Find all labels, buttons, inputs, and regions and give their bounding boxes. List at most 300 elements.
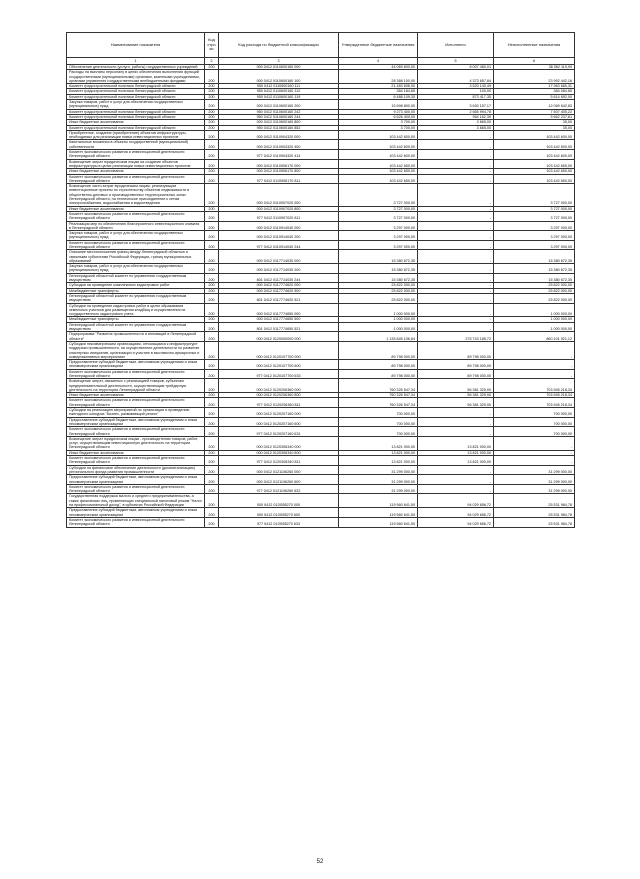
row-name: Возмещение затрат юридическим лицам на создание объектов инфраструктуры в целях реализации новых инвестиционных проектов bbox=[67, 159, 205, 169]
row-unexecuted: 3 727 000,00 bbox=[494, 184, 575, 206]
row-approved: 31 299 000,00 bbox=[339, 484, 418, 494]
row-code: 200 bbox=[205, 379, 219, 393]
table-row bbox=[67, 240, 575, 250]
row-approved: 1 000 000,00 bbox=[339, 317, 418, 322]
row-name: Капитальные вложения в объекты государственной (муниципальной) собственности bbox=[67, 140, 205, 150]
table-row bbox=[67, 341, 575, 359]
table-row bbox=[67, 303, 575, 317]
row-classification: 000 0412 0120306340 800 bbox=[219, 450, 339, 455]
row-approved: 700 000,00 bbox=[339, 408, 418, 418]
row-executed: 4 373 657,84 bbox=[418, 70, 494, 84]
row-unexecuted: 703 945 218,34 bbox=[494, 398, 575, 408]
row-code: 200 bbox=[205, 240, 219, 250]
row-classification: 000 0412 0120207160 000 bbox=[219, 408, 339, 418]
row-classification: 000 0412 0110906170 000 bbox=[219, 159, 339, 169]
row-executed: - bbox=[418, 273, 494, 283]
row-executed: 56 381 329,00 bbox=[418, 379, 494, 393]
row-executed: 8 007 480,01 bbox=[418, 65, 494, 70]
row-classification: 000 0412 0117714030 000 bbox=[219, 250, 339, 264]
row-name: Субсидии некоммерческим организациям, относящимся к инфраструктуре поддержки промышленности, на осуществление деятельности по развитию кластерных инициатив, организации и участию в выставочно-ярмарочных и коммуникативных мероприятиях bbox=[67, 341, 205, 359]
row-approved: 103 442 650,00 bbox=[339, 169, 418, 174]
row-name: Ленинградский областной комитет по управлению государственным имуществом bbox=[67, 273, 205, 283]
row-code: 200 bbox=[205, 369, 219, 379]
row-classification: 000 0412 0110600160 100 bbox=[219, 70, 339, 84]
row-classification: 977 0412 0120207160 631 bbox=[219, 427, 339, 437]
row-executed: - bbox=[418, 283, 494, 288]
table-row bbox=[67, 184, 575, 206]
row-name: Закупка товаров, работ и услуг для обеспечения государственных (муниципальных) нужд bbox=[67, 231, 205, 241]
row-executed: 13 821 000,00 bbox=[418, 456, 494, 466]
table-row bbox=[67, 159, 575, 169]
row-executed: - bbox=[418, 250, 494, 264]
row-approved: 760 326 547,34 bbox=[339, 393, 418, 398]
row-name: Расходы на выплаты персоналу в целях обеспечения выполнения функций государственными (муниципальными) органами, казенными учреждениями, органами управления государственными внебюджетными фондами bbox=[67, 70, 205, 84]
row-approved: 1 000 000,00 bbox=[339, 303, 418, 317]
row-name: Комитет градостроительной политики Ленинградской области bbox=[67, 94, 205, 99]
row-classification: 000 0412 0120206360 000 bbox=[219, 379, 339, 393]
row-code: 200 bbox=[205, 465, 219, 475]
row-unexecuted: 12 069 642,83 bbox=[494, 100, 575, 110]
row-approved: 760 326 547,34 bbox=[339, 398, 418, 408]
row-approved: 25 822 000,00 bbox=[339, 288, 418, 293]
row-unexecuted: - bbox=[494, 369, 575, 379]
row-name: Иные бюджетные ассигнования bbox=[67, 206, 205, 211]
row-approved: 89 798 000,00 bbox=[339, 369, 418, 379]
row-code: 200 bbox=[205, 322, 219, 332]
row-code: 200 bbox=[205, 332, 219, 342]
row-approved: 44 069 600,00 bbox=[339, 65, 418, 70]
row-code: 200 bbox=[205, 89, 219, 94]
row-approved: 1 135 845 106,84 bbox=[339, 332, 418, 342]
row-approved: 119 560 641,50 bbox=[339, 494, 418, 508]
row-classification: 000 0412 0117774620 000 bbox=[219, 283, 339, 288]
row-code: 200 bbox=[205, 120, 219, 125]
row-executed: - bbox=[418, 303, 494, 317]
table-row bbox=[67, 130, 575, 140]
row-unexecuted: 23 992 442,16 bbox=[494, 70, 575, 84]
row-name: Комитет градостроительной политики Ленинградской области bbox=[67, 125, 205, 130]
row-classification: 000 0412 0110914040 000 bbox=[219, 221, 339, 231]
header-classification: Код расхода по бюджетной классификации bbox=[219, 33, 339, 58]
row-unexecuted: 700 000,00 bbox=[494, 408, 575, 418]
row-unexecuted: 35,00 bbox=[494, 125, 575, 130]
row-executed: - bbox=[418, 264, 494, 274]
table-row bbox=[67, 508, 575, 518]
row-unexecuted: 5 614 692,00 bbox=[494, 94, 575, 99]
row-approved: 3 700,00 bbox=[339, 125, 418, 130]
row-name: Иные бюджетные ассигнования bbox=[67, 169, 205, 174]
row-approved: 89 798 000,00 bbox=[339, 341, 418, 359]
row-executed: - bbox=[418, 288, 494, 293]
row-name: Закупка товаров, работ и услуг для обеспечения государственных (муниципальных) нужд bbox=[67, 100, 205, 110]
row-unexecuted: 700 000,00 bbox=[494, 417, 575, 427]
row-unexecuted: - bbox=[494, 341, 575, 359]
row-approved: 25 822 000,00 bbox=[339, 283, 418, 288]
row-executed: 89 798 000,00 bbox=[418, 341, 494, 359]
row-executed: 3 665,00 bbox=[418, 120, 494, 125]
row-classification: 950 0412 0110600160 111 bbox=[219, 84, 339, 89]
table-row bbox=[67, 174, 575, 184]
row-classification: 000 0412 0120000000 000 bbox=[219, 332, 339, 342]
row-name: Описание местоположения границ между Ленинградской областью и смежными субъектами Российской Федерации, границ муниципальных образований bbox=[67, 250, 205, 264]
row-classification: 000 0412 0120206360 800 bbox=[219, 393, 339, 398]
row-name: Комитет экономического развития и инвестиционной деятельности Ленинградской области bbox=[67, 369, 205, 379]
row-code: 200 bbox=[205, 231, 219, 241]
row-unexecuted: 25 822 000,00 bbox=[494, 283, 575, 288]
row-classification: 950 0412 0110600160 242 bbox=[219, 109, 339, 114]
table-row bbox=[67, 494, 575, 508]
row-classification: 000 0412 0121106260 000 bbox=[219, 465, 339, 475]
row-unexecuted: 103 442 600,00 bbox=[494, 130, 575, 140]
row-classification: 977 0412 0110907020 811 bbox=[219, 211, 339, 221]
row-code: 200 bbox=[205, 84, 219, 89]
row-classification: 000 0412 0120107700 600 bbox=[219, 360, 339, 370]
row-approved: 3 297 000,00 bbox=[339, 240, 418, 250]
row-name: Комитет экономического развития и инвестиционной деятельности Ленинградской области bbox=[67, 150, 205, 160]
row-code: 200 bbox=[205, 273, 219, 283]
row-code: 200 bbox=[205, 264, 219, 274]
row-unexecuted: 1 000 000,00 bbox=[494, 322, 575, 332]
row-executed: 2 665 994,78 bbox=[418, 109, 494, 114]
row-classification: 950 0412 0110600160 244 bbox=[219, 114, 339, 119]
row-classification: 950 0412 0110600160 852 bbox=[219, 125, 339, 130]
row-unexecuted: 15 380 672,35 bbox=[494, 264, 575, 274]
row-name: Обеспечение деятельности (услуги, работы) государственных учреждений bbox=[67, 65, 205, 70]
table-row bbox=[67, 360, 575, 370]
row-approved: 28 368 100,00 bbox=[339, 70, 418, 84]
row-approved: 103 442 650,00 bbox=[339, 174, 418, 184]
row-code: 200 bbox=[205, 70, 219, 84]
header-name: Наименование показателя bbox=[67, 33, 205, 58]
row-classification: 000 0412 0110600160 800 bbox=[219, 120, 339, 125]
row-unexecuted: 1 000 000,00 bbox=[494, 317, 575, 322]
row-classification: 950 0412 0110600160 112 bbox=[219, 89, 339, 94]
row-approved: 15 698 800,00 bbox=[339, 100, 418, 110]
row-executed: - bbox=[418, 317, 494, 322]
row-unexecuted: 703 945 218,34 bbox=[494, 379, 575, 393]
row-name: Реализация мер по обеспечению благоприятного инвестиционного климата в Ленинградской области bbox=[67, 221, 205, 231]
table-row bbox=[67, 250, 575, 264]
row-approved: 13 821 000,00 bbox=[339, 450, 418, 455]
row-unexecuted: 7 507 405,22 bbox=[494, 109, 575, 114]
row-approved: 3 727 000,00 bbox=[339, 184, 418, 206]
row-name: Комитет экономического развития и инвестиционной деятельности Ленинградской области bbox=[67, 211, 205, 221]
row-approved: 103 442 600,00 bbox=[339, 130, 418, 140]
row-approved: 21 483 606,00 bbox=[339, 84, 418, 89]
row-approved: 15 380 672,35 bbox=[339, 273, 418, 283]
row-code: 200 bbox=[205, 65, 219, 70]
row-approved: 700 000,00 bbox=[339, 427, 418, 437]
header-approved: Утвержденные бюджетные назначения bbox=[339, 33, 418, 58]
row-unexecuted: 25 822 000,00 bbox=[494, 288, 575, 293]
row-classification: 000 0412 0110907020 000 bbox=[219, 184, 339, 206]
row-code: 200 bbox=[205, 125, 219, 130]
row-code: 200 bbox=[205, 508, 219, 518]
row-classification: 977 0412 0110914040 244 bbox=[219, 240, 339, 250]
row-unexecuted: 3 297 000,00 bbox=[494, 221, 575, 231]
row-approved: 119 560 641,50 bbox=[339, 517, 418, 527]
row-approved: 89 798 000,00 bbox=[339, 360, 418, 370]
row-code: 200 bbox=[205, 94, 219, 99]
row-code: 200 bbox=[205, 250, 219, 264]
row-code: 200 bbox=[205, 450, 219, 455]
row-name: Предоставление субсидий бюджетным, автономным учреждениям и иным некоммерческим организациям bbox=[67, 508, 205, 518]
row-code: 200 bbox=[205, 393, 219, 398]
row-name: Возмещение части затрат юридическим лицам, реализующим инвестиционные проекты по строительству объектов недвижимости в общественно-деловых и производственных территориальных зонах Ленинградской области, на техническое присоединение к сетям электроснабжения, водоснабжения и водоотведения bbox=[67, 184, 205, 206]
row-executed: - bbox=[418, 293, 494, 303]
row-classification: 801 0412 0117774650 521 bbox=[219, 322, 339, 332]
row-executed: 56 381 329,00 bbox=[418, 398, 494, 408]
row-name: Комитет экономического развития и инвестиционной деятельности Ленинградской области bbox=[67, 398, 205, 408]
row-executed: - bbox=[418, 169, 494, 174]
row-executed: 89 798 000,00 bbox=[418, 369, 494, 379]
row-executed: - bbox=[418, 184, 494, 206]
row-executed: 13 821 000,00 bbox=[418, 436, 494, 450]
row-executed: 56 381 329,00 bbox=[418, 393, 494, 398]
row-unexecuted: 25 531 984,78 bbox=[494, 494, 575, 508]
row-classification: 000 0412 0110914040 200 bbox=[219, 231, 339, 241]
row-unexecuted: 25 531 984,78 bbox=[494, 508, 575, 518]
page-number: 52 bbox=[316, 859, 324, 865]
row-name: Субсидии на финансовое обеспечение деятельности (докапитализацию) регионального фонда развития промышленности bbox=[67, 465, 205, 475]
column-number: 5 bbox=[418, 58, 494, 65]
row-unexecuted: 35,00 bbox=[494, 120, 575, 125]
row-code: 200 bbox=[205, 456, 219, 466]
row-classification: 977 0412 0110904320 414 bbox=[219, 150, 339, 160]
row-code: 200 bbox=[205, 283, 219, 288]
row-executed: 94 029 656,72 bbox=[418, 517, 494, 527]
row-unexecuted: 103 442 650,00 bbox=[494, 159, 575, 169]
column-number: 1 bbox=[67, 58, 205, 65]
table-row bbox=[67, 332, 575, 342]
table-row bbox=[67, 211, 575, 221]
row-unexecuted: 31 299 000,00 bbox=[494, 475, 575, 485]
row-name: Ленинградский областной комитет по управлению государственным имуществом bbox=[67, 322, 205, 332]
row-unexecuted: 700 000,00 bbox=[494, 427, 575, 437]
table-row bbox=[67, 150, 575, 160]
row-classification: 977 0412 0121106260 632 bbox=[219, 484, 339, 494]
row-classification: 000 0412 0121106260 600 bbox=[219, 475, 339, 485]
row-code: 200 bbox=[205, 211, 219, 221]
table-row bbox=[67, 436, 575, 450]
row-code: 200 bbox=[205, 130, 219, 140]
row-approved: 103 442 600,00 bbox=[339, 150, 418, 160]
header-code: Код стро ки bbox=[205, 33, 219, 58]
row-code: 200 bbox=[205, 184, 219, 206]
row-executed: - bbox=[418, 211, 494, 221]
row-code: 200 bbox=[205, 436, 219, 450]
row-unexecuted: 860 101 921,12 bbox=[494, 332, 575, 342]
row-code: 200 bbox=[205, 174, 219, 184]
row-name: Межбюджетные трансферты bbox=[67, 288, 205, 293]
row-unexecuted: 3 727 000,00 bbox=[494, 206, 575, 211]
row-approved: 119 560 641,50 bbox=[339, 508, 418, 518]
row-name: Комитет экономического развития и инвестиционной деятельности Ленинградской области bbox=[67, 484, 205, 494]
row-unexecuted: 15 380 672,35 bbox=[494, 250, 575, 264]
row-executed: - bbox=[418, 140, 494, 150]
row-unexecuted: 103 442 600,00 bbox=[494, 140, 575, 150]
row-executed: - bbox=[418, 465, 494, 475]
row-unexecuted: 15 380 672,35 bbox=[494, 273, 575, 283]
row-classification: 977 0412 0120206360 811 bbox=[219, 398, 339, 408]
row-unexecuted: 3 727 000,00 bbox=[494, 211, 575, 221]
table-row bbox=[67, 465, 575, 475]
row-classification: 000 0412 012I555270 600 bbox=[219, 508, 339, 518]
table-row bbox=[67, 231, 575, 241]
row-name: Комитет градостроительной политики Ленинградской области bbox=[67, 89, 205, 94]
column-number: 2 bbox=[205, 58, 219, 65]
row-name: Возмещение затрат, связанных с реализацией товаров, субъектам предпринимательской деятельности, осуществляющим трейдерную деятельность на территории Ленинградской области bbox=[67, 379, 205, 393]
row-approved: 3 297 000,00 bbox=[339, 221, 418, 231]
table-row bbox=[67, 475, 575, 485]
table-row bbox=[67, 100, 575, 110]
budget-report-sheet bbox=[66, 32, 574, 528]
row-code: 200 bbox=[205, 288, 219, 293]
row-approved: 9 273 400,00 bbox=[339, 109, 418, 114]
table-row bbox=[67, 417, 575, 427]
row-unexecuted: 103 442 650,00 bbox=[494, 169, 575, 174]
row-code: 200 bbox=[205, 303, 219, 317]
table-body bbox=[67, 65, 575, 528]
header-executed: Исполнено bbox=[418, 33, 494, 58]
row-name: Приобретение, создание (приобретение) объектов инфраструктуры, необходимых для реализации новых инвестиционных проектов bbox=[67, 130, 205, 140]
row-approved: 103 442 650,00 bbox=[339, 159, 418, 169]
row-name: Предоставление субсидий бюджетным, автономным учреждениям и иным некоммерческим организациям bbox=[67, 475, 205, 485]
table-row bbox=[67, 140, 575, 150]
row-code: 200 bbox=[205, 114, 219, 119]
row-unexecuted: 17 963 665,31 bbox=[494, 84, 575, 89]
row-classification: 000 0412 0110906170 800 bbox=[219, 169, 339, 174]
row-unexecuted: 25 822 000,00 bbox=[494, 293, 575, 303]
row-code: 200 bbox=[205, 169, 219, 174]
row-approved: 1 000 000,00 bbox=[339, 322, 418, 332]
table-row bbox=[67, 517, 575, 527]
row-code: 200 bbox=[205, 109, 219, 114]
row-approved: 6 626 400,00 bbox=[339, 114, 418, 119]
row-classification: 000 0412 0117774650 500 bbox=[219, 317, 339, 322]
row-code: 200 bbox=[205, 517, 219, 527]
row-classification: 000 0412 0110904320 000 bbox=[219, 130, 339, 140]
row-name: Предоставление субсидий бюджетным, автономным учреждениям и иным некоммерческим организациям bbox=[67, 417, 205, 427]
row-approved: 760 326 547,34 bbox=[339, 379, 418, 393]
row-name: Комитет экономического развития и инвестиционной деятельности Ленинградской области bbox=[67, 240, 205, 250]
table-row bbox=[67, 369, 575, 379]
row-code: 200 bbox=[205, 100, 219, 110]
row-name: Возмещение затрат юридическим лицам - производителям товаров, работ, услуг, осуществляющим инвестиционную деятельность на территории Ленинградской области bbox=[67, 436, 205, 450]
row-code: 200 bbox=[205, 221, 219, 231]
table-row bbox=[67, 221, 575, 231]
row-executed: - bbox=[418, 221, 494, 231]
row-name: Субсидии на проведение комплексных кадастровых работ bbox=[67, 283, 205, 288]
row-approved: 13 821 000,00 bbox=[339, 456, 418, 466]
table-row bbox=[67, 322, 575, 332]
row-classification: 000 0412 0120207160 600 bbox=[219, 417, 339, 427]
row-executed: 3 520 140,49 bbox=[418, 84, 494, 89]
row-executed: 3 665,00 bbox=[418, 125, 494, 130]
table-row bbox=[67, 264, 575, 274]
row-approved: 15 380 672,35 bbox=[339, 264, 418, 274]
row-code: 200 bbox=[205, 293, 219, 303]
row-executed: - bbox=[418, 322, 494, 332]
row-classification: 000 0412 0110600160 000 bbox=[219, 65, 339, 70]
row-name: Комитет экономического развития и инвестиционной деятельности Ленинградской области bbox=[67, 517, 205, 527]
row-code: 200 bbox=[205, 427, 219, 437]
row-unexecuted: 103 442 600,00 bbox=[494, 150, 575, 160]
row-executed: 13 821 000,00 bbox=[418, 450, 494, 455]
row-executed: - bbox=[418, 150, 494, 160]
row-name: Комитет градостроительной политики Ленинградской области bbox=[67, 114, 205, 119]
table-row bbox=[67, 456, 575, 466]
row-approved: 103 442 600,00 bbox=[339, 140, 418, 150]
row-classification: 977 0412 0110906170 811 bbox=[219, 174, 339, 184]
row-code: 200 bbox=[205, 341, 219, 359]
row-name: Государственная поддержка малого и среднего предпринимательства, а также физических лиц, применяющих специальный налоговый режим "Налог на профессиональный доход", в субъектах Российской Федерации bbox=[67, 494, 205, 508]
row-executed: - bbox=[418, 240, 494, 250]
row-executed: 3 630 157,17 bbox=[418, 100, 494, 110]
row-code: 200 bbox=[205, 484, 219, 494]
row-executed: 89 798 000,00 bbox=[418, 360, 494, 370]
budget-table bbox=[66, 32, 575, 528]
row-classification: 000 0412 0117774620 500 bbox=[219, 288, 339, 293]
row-approved: 13 821 000,00 bbox=[339, 436, 418, 450]
row-approved: 6 488 109,35 bbox=[339, 94, 418, 99]
row-code: 200 bbox=[205, 398, 219, 408]
row-executed: - bbox=[418, 174, 494, 184]
row-approved: 3 297 000,00 bbox=[339, 231, 418, 241]
row-unexecuted: 3 297 000,00 bbox=[494, 240, 575, 250]
table-row bbox=[67, 70, 575, 84]
row-name: Комитет градостроительной политики Ленинградской области bbox=[67, 109, 205, 114]
row-unexecuted: 25 531 984,78 bbox=[494, 517, 575, 527]
row-executed: - bbox=[418, 206, 494, 211]
row-classification: 000 0412 0117774650 000 bbox=[219, 303, 339, 317]
row-name: Предоставление субсидий бюджетным, автономным учреждениям и иным некоммерческим организациям bbox=[67, 360, 205, 370]
row-name: Иные бюджетные ассигнования bbox=[67, 450, 205, 455]
column-number: 3 bbox=[219, 58, 339, 65]
row-executed: 100,00 bbox=[418, 89, 494, 94]
row-unexecuted: 3 297 000,00 bbox=[494, 231, 575, 241]
row-classification: 977 0412 0120107700 633 bbox=[219, 369, 339, 379]
row-approved: 3 700,00 bbox=[339, 120, 418, 125]
row-name: Комитет экономического развития и инвестиционной деятельности Ленинградской области bbox=[67, 174, 205, 184]
row-executed: - bbox=[418, 475, 494, 485]
header-unexecuted: Неисполненные назначения bbox=[494, 33, 575, 58]
row-code: 200 bbox=[205, 494, 219, 508]
row-approved: 31 299 000,00 bbox=[339, 465, 418, 475]
table-row bbox=[67, 379, 575, 393]
row-name: Ленинградский областной комитет по управлению государственным имуществом bbox=[67, 293, 205, 303]
row-executed: - bbox=[418, 130, 494, 140]
row-unexecuted: - bbox=[494, 456, 575, 466]
row-name: Комитет экономического развития и инвестиционной деятельности Ленинградской области bbox=[67, 456, 205, 466]
row-name: Субсидии на проведение кадастровых работ в целях образования земельных участков для размещения кладбищ и осуществления их государственного кадастрового учета bbox=[67, 303, 205, 317]
table-header-row bbox=[67, 33, 575, 58]
column-number: 6 bbox=[494, 58, 575, 65]
table-row bbox=[67, 293, 575, 303]
row-name: Комитет градостроительной политики Ленинградской области bbox=[67, 84, 205, 89]
row-executed: - bbox=[418, 231, 494, 241]
row-executed: 275 743 185,72 bbox=[418, 332, 494, 342]
row-unexecuted: 31 299 000,00 bbox=[494, 484, 575, 494]
row-classification: 000 0412 0117714030 200 bbox=[219, 264, 339, 274]
row-classification: 000 0412 0110907020 800 bbox=[219, 206, 339, 211]
row-unexecuted: - bbox=[494, 360, 575, 370]
row-unexecuted: 1 000 000,00 bbox=[494, 303, 575, 317]
row-name: Межбюджетные трансферты bbox=[67, 317, 205, 322]
row-classification: 000 0412 012I555270 000 bbox=[219, 494, 339, 508]
row-name: Подпрограмма "Развитие промышленности и инноваций в Ленинградской области" bbox=[67, 332, 205, 342]
column-number: 4 bbox=[339, 58, 418, 65]
